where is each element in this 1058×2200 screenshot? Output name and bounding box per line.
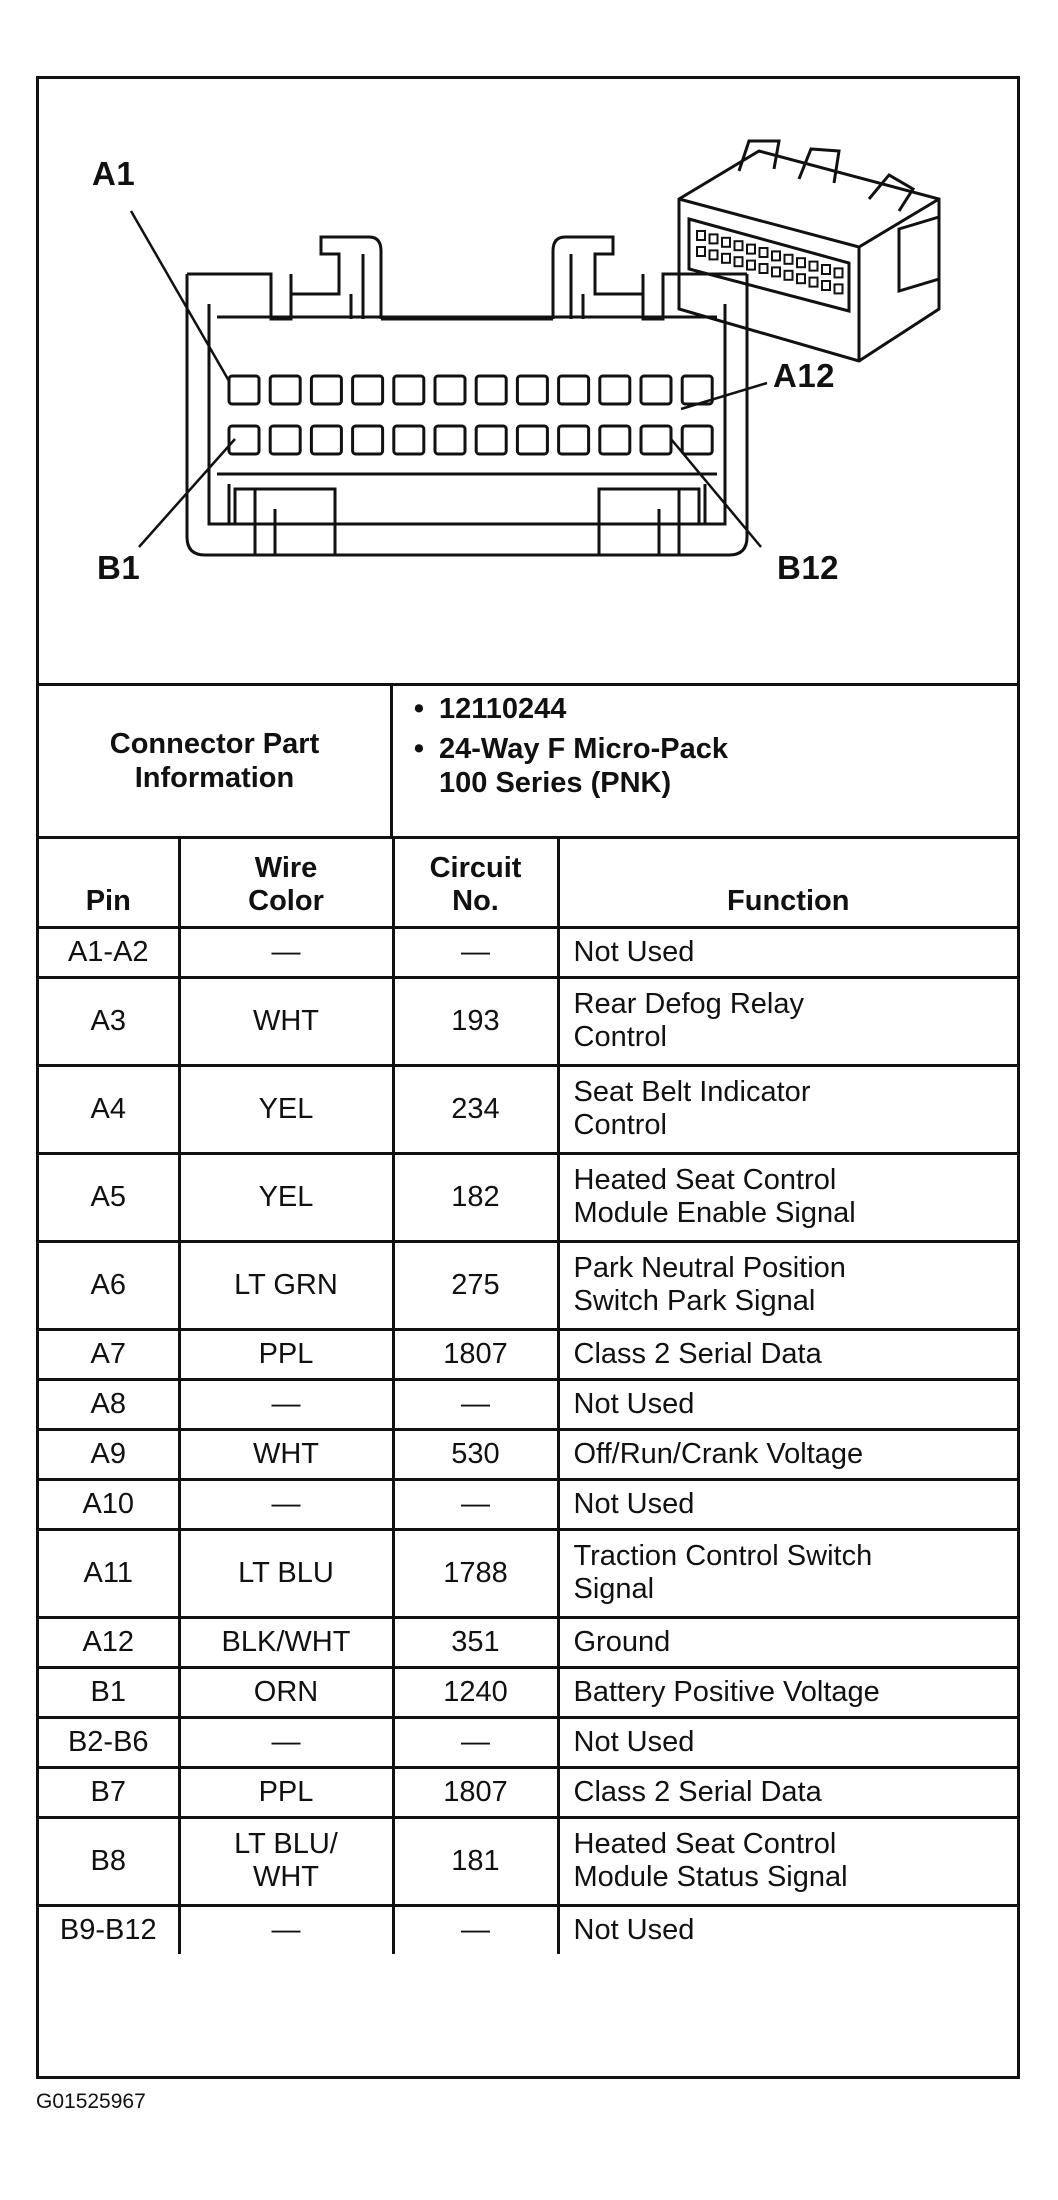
pin-cell: B7 (39, 1767, 179, 1817)
iso-cavity (822, 265, 830, 274)
iso-cavity (710, 250, 718, 259)
pin-cavity-a5 (394, 376, 424, 404)
pin-cell: A7 (39, 1329, 179, 1379)
pin-cell: A12 (39, 1617, 179, 1667)
circuit-cell: — (393, 1479, 558, 1529)
wire-color-cell: YEL (179, 1065, 393, 1153)
circuit-cell: 1807 (393, 1329, 558, 1379)
pin-cell: A8 (39, 1379, 179, 1429)
function-cell: Ground (558, 1617, 1017, 1667)
connector-info-details (393, 686, 1017, 836)
table-row (39, 1617, 1017, 1667)
iso-cavity (747, 245, 755, 254)
circuit-cell: — (393, 1379, 558, 1429)
iso-cavity (797, 258, 805, 267)
circuit-cell: 1788 (393, 1529, 558, 1617)
iso-cavity (760, 248, 768, 257)
pin-cavity-b3 (311, 426, 341, 454)
part-number-line (413, 692, 1017, 726)
wire-color-cell: WHT (179, 1429, 393, 1479)
iso-cavity (835, 268, 843, 277)
pin-cavity-a1 (229, 376, 259, 404)
part-number: 12110244 (439, 693, 567, 725)
bullet-icon: • (413, 733, 425, 765)
connector-face-drawing (39, 79, 1017, 683)
circuit-cell: 1807 (393, 1767, 558, 1817)
function-cell: Traction Control Switch Signal (558, 1529, 1017, 1617)
table-row (39, 1479, 1017, 1529)
pin-cavity-a9 (559, 376, 589, 404)
table-row (39, 1329, 1017, 1379)
pin-cavity-b12 (682, 426, 712, 454)
header-circuit-no: Circuit No. (393, 839, 558, 927)
iso-cavity (735, 257, 743, 266)
pin-cell: B8 (39, 1817, 179, 1905)
pin-cell: A6 (39, 1241, 179, 1329)
wire-color-cell: — (179, 1479, 393, 1529)
header-pin: Pin (39, 839, 179, 927)
pin-cell: A3 (39, 977, 179, 1065)
pin-cell: A1-A2 (39, 927, 179, 977)
iso-cavity (810, 278, 818, 287)
function-cell: Rear Defog Relay Control (558, 977, 1017, 1065)
pin-cavity-b2 (270, 426, 300, 454)
function-cell: Not Used (558, 1379, 1017, 1429)
pin-cavity-a10 (600, 376, 630, 404)
header-function: Function (558, 839, 1017, 927)
figure-id: G01525967 (36, 2090, 146, 2113)
wire-color-cell: — (179, 927, 393, 977)
iso-cavity (822, 281, 830, 290)
function-cell: Heated Seat Control Module Enable Signal (558, 1153, 1017, 1241)
pin-cavity-b8 (517, 426, 547, 454)
function-cell: Battery Positive Voltage (558, 1667, 1017, 1717)
circuit-cell: 530 (393, 1429, 558, 1479)
pin-cavity-b5 (394, 426, 424, 454)
pin-cavity-b9 (559, 426, 589, 454)
iso-cavity (697, 247, 705, 256)
iso-cavity (835, 284, 843, 293)
pin-cell: B2-B6 (39, 1717, 179, 1767)
table-header-row (39, 839, 1017, 927)
iso-cavity (735, 241, 743, 250)
connector-info-heading: Connector Part Information (39, 686, 393, 836)
iso-cavity (772, 251, 780, 260)
pin-cavity-b6 (435, 426, 465, 454)
pin-cavity-grid (229, 376, 712, 454)
wire-color-cell: LT BLU (179, 1529, 393, 1617)
pin-cell: A10 (39, 1479, 179, 1529)
circuit-cell: 181 (393, 1817, 558, 1905)
leader-a1 (131, 211, 229, 381)
function-cell: Park Neutral Position Switch Park Signal (558, 1241, 1017, 1329)
pin-cavity-a11 (641, 376, 671, 404)
wire-color-cell: PPL (179, 1329, 393, 1379)
iso-cavity (810, 262, 818, 271)
table-row (39, 1767, 1017, 1817)
iso-cavity (697, 231, 705, 240)
circuit-cell: 182 (393, 1153, 558, 1241)
pin-cavity-a2 (270, 376, 300, 404)
table-row (39, 1905, 1017, 1954)
wire-color-cell: PPL (179, 1767, 393, 1817)
connector-part-info (39, 686, 1017, 839)
wire-color-cell: — (179, 1717, 393, 1767)
iso-cavity (797, 274, 805, 283)
function-cell: Not Used (558, 1479, 1017, 1529)
circuit-cell: 351 (393, 1617, 558, 1667)
table-row (39, 1667, 1017, 1717)
pin-cell: A9 (39, 1429, 179, 1479)
circuit-cell: 275 (393, 1241, 558, 1329)
function-cell: Heated Seat Control Module Status Signal (558, 1817, 1017, 1905)
pin-cavity-b4 (353, 426, 383, 454)
table-row (39, 1717, 1017, 1767)
description-line (413, 732, 1017, 800)
function-cell: Not Used (558, 1717, 1017, 1767)
wire-color-cell: LT BLU/ WHT (179, 1817, 393, 1905)
wire-color-cell: — (179, 1905, 393, 1954)
pin-cavity-b11 (641, 426, 671, 454)
pin-cavity-b7 (476, 426, 506, 454)
pinout-table-body (39, 927, 1017, 1954)
pin-cavity-b10 (600, 426, 630, 454)
pin-cavity-a3 (311, 376, 341, 404)
connector-sheet (36, 76, 1020, 2079)
label-a12: A12 (773, 357, 836, 394)
bullet-icon: • (413, 693, 425, 725)
circuit-cell: 193 (393, 977, 558, 1065)
table-row (39, 1241, 1017, 1329)
iso-cavity (722, 254, 730, 263)
circuit-cell: — (393, 927, 558, 977)
iso-cavity (722, 238, 730, 247)
iso-cavity (772, 267, 780, 276)
pin-cell: B1 (39, 1667, 179, 1717)
circuit-cell: — (393, 1717, 558, 1767)
function-cell: Not Used (558, 1905, 1017, 1954)
function-cell: Seat Belt Indicator Control (558, 1065, 1017, 1153)
table-row (39, 1379, 1017, 1429)
wire-color-cell: BLK/WHT (179, 1617, 393, 1667)
iso-cavity (710, 234, 718, 243)
circuit-cell: — (393, 1905, 558, 1954)
table-row (39, 1817, 1017, 1905)
table-row (39, 1529, 1017, 1617)
wire-color-cell: ORN (179, 1667, 393, 1717)
circuit-cell: 1240 (393, 1667, 558, 1717)
function-cell: Off/Run/Crank Voltage (558, 1429, 1017, 1479)
function-cell: Not Used (558, 927, 1017, 977)
table-row (39, 1065, 1017, 1153)
iso-cavity (785, 255, 793, 264)
pin-cell: A11 (39, 1529, 179, 1617)
label-a1: A1 (92, 155, 136, 192)
pin-cell: A4 (39, 1065, 179, 1153)
pin-cavity-a7 (476, 376, 506, 404)
wire-color-cell: WHT (179, 977, 393, 1065)
iso-cavity (747, 261, 755, 270)
connector-description-1: 24-Way F Micro-Pack (439, 733, 729, 765)
iso-cavity (760, 264, 768, 273)
pin-cell: B9-B12 (39, 1905, 179, 1954)
label-b12: B12 (777, 549, 840, 586)
pin-cell: A5 (39, 1153, 179, 1241)
pinout-table (39, 839, 1017, 1954)
pin-cavity-a8 (517, 376, 547, 404)
table-row (39, 927, 1017, 977)
connector-description-2: 100 Series (PNK) (439, 767, 672, 799)
pin-cavity-a4 (353, 376, 383, 404)
wire-color-cell: YEL (179, 1153, 393, 1241)
table-row (39, 1429, 1017, 1479)
pin-cavity-a6 (435, 376, 465, 404)
wire-color-cell: — (179, 1379, 393, 1429)
label-b1: B1 (97, 549, 141, 586)
function-cell: Class 2 Serial Data (558, 1767, 1017, 1817)
circuit-cell: 234 (393, 1065, 558, 1153)
header-wire-color: Wire Color (179, 839, 393, 927)
connector-diagram (39, 79, 1017, 686)
table-row (39, 977, 1017, 1065)
function-cell: Class 2 Serial Data (558, 1329, 1017, 1379)
table-row (39, 1153, 1017, 1241)
iso-cavity (785, 271, 793, 280)
wire-color-cell: LT GRN (179, 1241, 393, 1329)
